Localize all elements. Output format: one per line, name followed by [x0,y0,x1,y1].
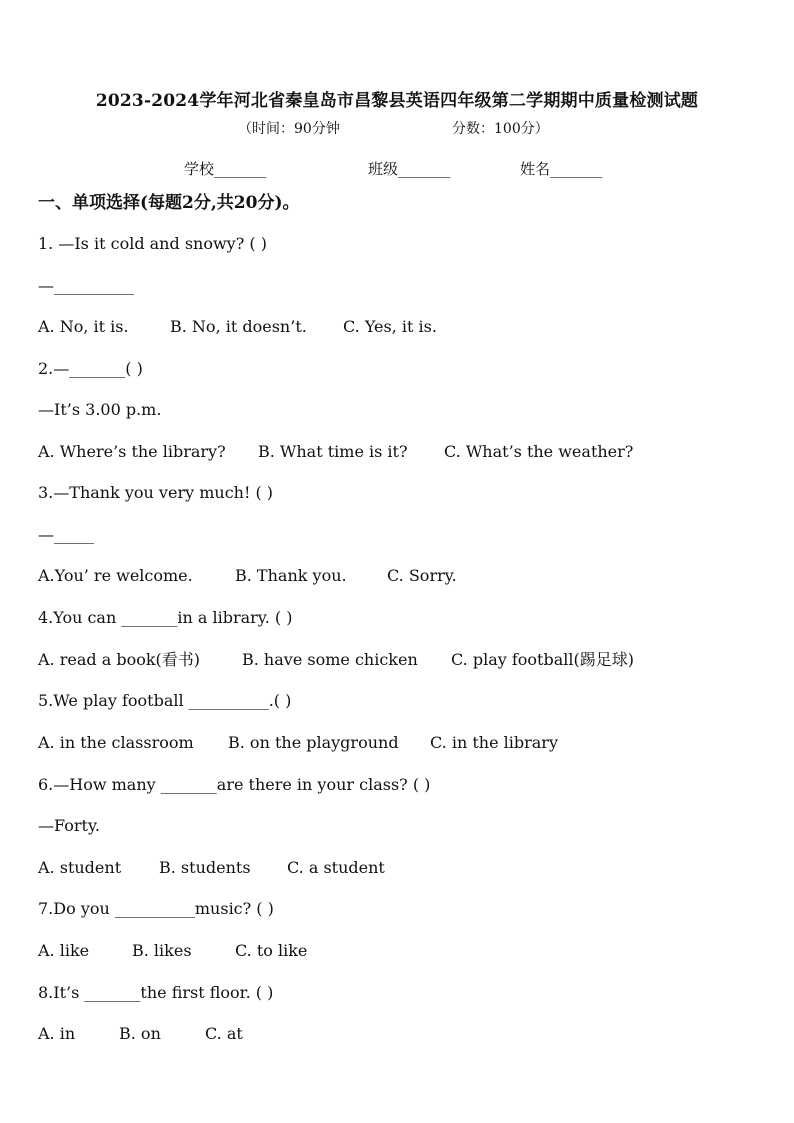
section-heading: 一、单项选择(每题2分,共20分)。 [38,193,300,213]
exam-title: 2023-2024学年河北省秦皇岛市昌黎县英语四年级第二学期期中质量检测试题 [95,91,699,111]
option-c: C. at [205,1024,243,1043]
option-b: B. No, it doesn’t. [170,317,307,336]
option-b: B. students [159,858,251,877]
option-c: C. a student [287,858,385,877]
question-5-stem: 5.We play football __________.( ) [38,691,292,710]
option-a: A. Where’s the library? [38,442,226,461]
exam-time: （时间：90分钟 [238,121,340,137]
option-b: B. on the playground [228,733,399,752]
option-b: B. Thank you. [235,566,347,585]
question-2-stem: 2.—_______( ) [38,359,143,378]
option-a: A. in [38,1024,76,1043]
option-a: A. read a book(看书) [38,650,201,669]
name-field: 姓名_______ [520,160,603,178]
question-3-answer-line: —_____ [38,525,94,544]
question-1-answer-line: —__________ [38,276,134,295]
option-b: B. have some chicken [242,650,418,669]
option-a: A. student [38,858,122,877]
option-c: C. Sorry. [387,566,457,585]
option-a: A.You’ re welcome. [38,566,193,585]
option-c: C. What’s the weather? [444,442,634,461]
question-2-reply: —It’s 3.00 p.m. [38,400,162,419]
option-c: C. play football(踢足球) [451,650,634,669]
class-field: 班级_______ [368,160,451,178]
exam-score: 分数：100分） [452,121,549,137]
question-3-stem: 3.—Thank you very much! ( ) [38,483,274,502]
question-6-reply: —Forty. [38,816,100,835]
question-4-stem: 4.You can _______in a library. ( ) [38,608,293,627]
option-b: B. What time is it? [258,442,408,461]
option-a: A. in the classroom [38,733,194,752]
option-c: C. Yes, it is. [343,317,437,336]
question-7-stem: 7.Do you __________music? ( ) [38,899,274,918]
option-c: C. in the library [430,733,558,752]
question-8-stem: 8.It’s _______the first floor. ( ) [38,983,274,1002]
option-a: A. like [38,941,90,960]
option-c: C. to like [235,941,308,960]
school-field: 学校_______ [184,160,267,178]
option-b: B. on [119,1024,161,1043]
option-b: B. likes [132,941,192,960]
question-6-stem: 6.—How many _______are there in your class? ( ) [38,775,431,794]
option-a: A. No, it is. [38,317,129,336]
question-1-stem: 1. —Is it cold and snowy? ( ) [38,234,267,253]
